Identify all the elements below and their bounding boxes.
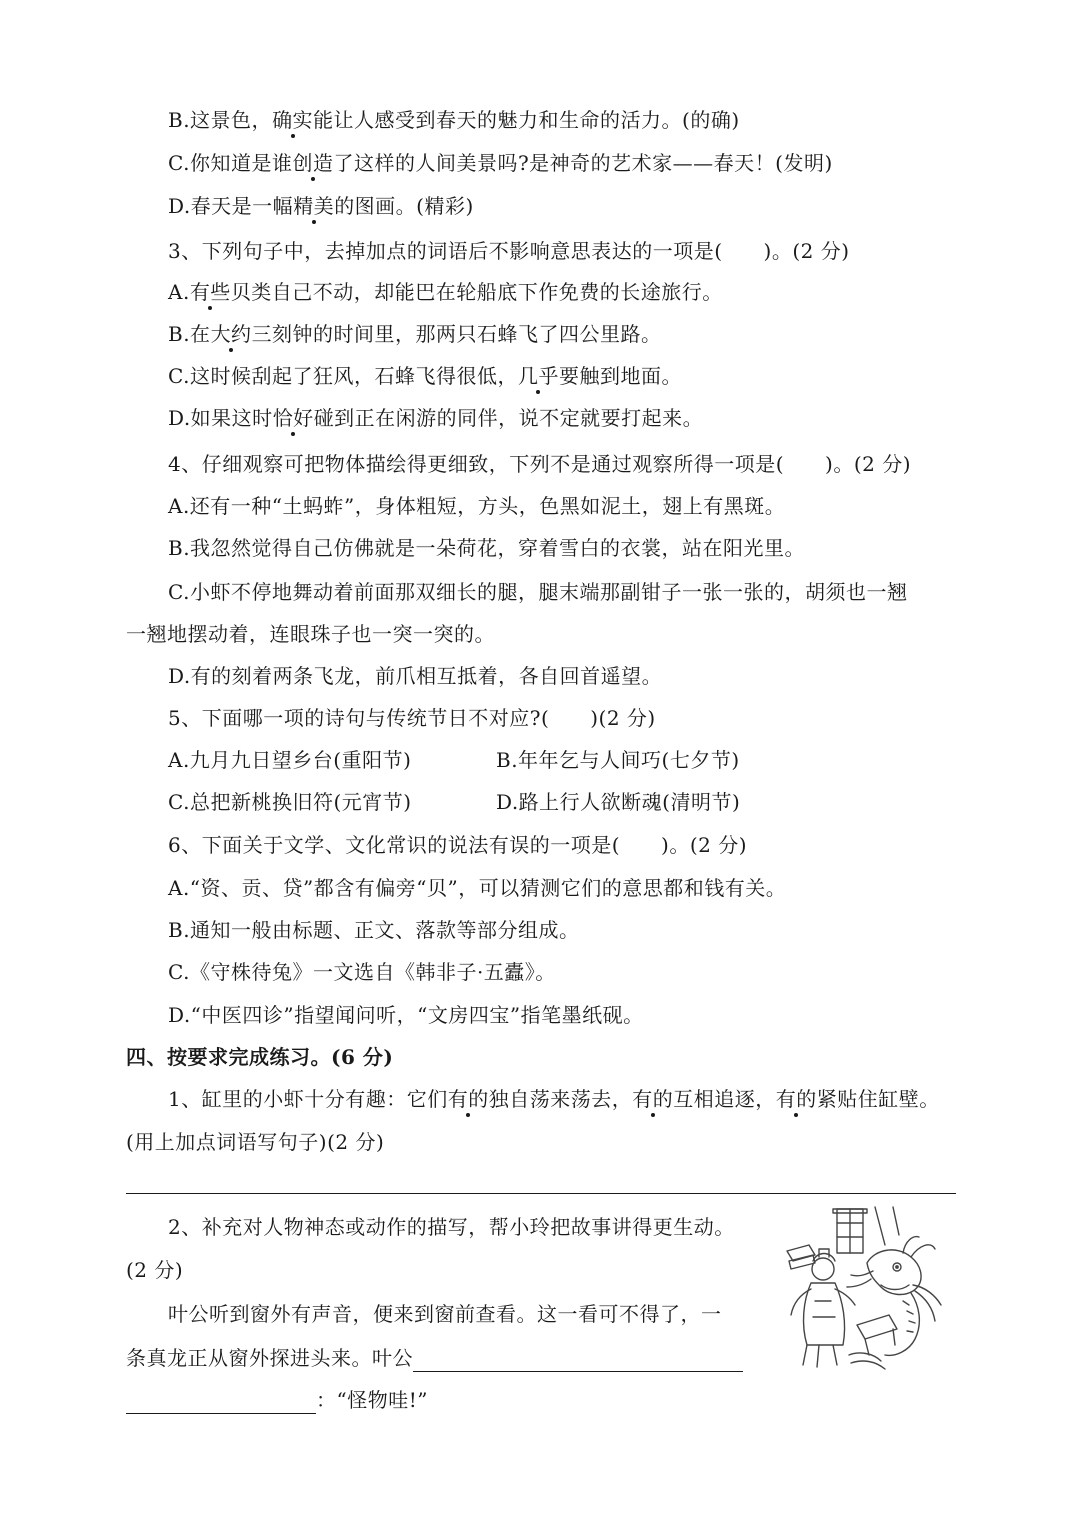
q4-option-b: B.我忽然觉得自己仿佛就是一朵荷花，穿着雪白的衣裳，站在阳光里。: [168, 536, 806, 560]
answer-blank[interactable]: [126, 1391, 316, 1414]
s4-q2-line2: (2 分): [126, 1258, 184, 1282]
s4-q1-line1: 1、缸里的小虾十分有趣：它们有的独自荡来荡去，有的互相追逐，有的紧贴住缸壁。: [168, 1087, 940, 1111]
answer-blank[interactable]: [413, 1349, 743, 1372]
emphasized-word: 有的: [775, 1087, 817, 1111]
q6-option-b: B.通知一般由标题、正文、落款等部分组成。: [168, 918, 580, 942]
s4-q1-line2: (用上加点词语写句子)(2 分): [126, 1130, 385, 1154]
q5-stem: 5、下面哪一项的诗句与传统节日不对应?( )(2 分): [168, 706, 656, 730]
q5-option-a: A.九月九日望乡台(重阳节): [168, 748, 412, 772]
q4-option-d: D.有的刻着两条飞龙，前爪相互抵着，各自回首遥望。: [168, 664, 663, 688]
q5-option-d: D.路上行人欲断魂(清明节): [496, 790, 741, 814]
answer-line[interactable]: [126, 1193, 956, 1194]
q3-option-a: A.有些贝类自己不动，却能巴在轮船底下作免费的长途旅行。: [168, 280, 723, 304]
emphasized-word: 有的: [447, 1087, 489, 1111]
emphasized-word: 有些: [189, 280, 231, 304]
s4-q2-line1: 2、补充对人物神态或动作的描写，帮小玲把故事讲得更生动。: [168, 1215, 735, 1239]
s4-q2-story-line1: 叶公听到窗外有声音，便来到窗前查看。这一看可不得了，一: [168, 1302, 722, 1326]
s4-q2-story-line2: 条真龙正从窗外探进头来。叶公: [126, 1344, 743, 1372]
q3-option-c: C.这时候刮起了狂风，石蜂飞得很低，几乎要触到地面。: [168, 364, 682, 388]
q6-option-d: D.“中医四诊”指望闻问听，“文房四宝”指笔墨纸砚。: [168, 1003, 644, 1027]
q2-option-c: C.你知道是谁创造了这样的人间美景吗?是神奇的艺术家——春天！(发明): [168, 151, 833, 175]
q4-option-a: A.还有一种“土蚂蚱”，身体粗短，方头，色黑如泥土，翅上有黑斑。: [168, 494, 786, 518]
q3-option-d: D.如果这时恰好碰到正在闲游的同伴，说不定就要打起来。: [168, 406, 704, 430]
q4-option-c-line1: C.小虾不停地舞动着前面那双细长的腿，腿末端那副钳子一张一张的，胡须也一翘: [168, 580, 908, 604]
q2-option-b: B.这景色，确实能让人感受到春天的魅力和生命的活力。(的确): [168, 108, 740, 132]
q6-option-a: A.“资、贡、贷”都含有偏旁“贝”，可以猜测它们的意思都和钱有关。: [168, 876, 787, 900]
emphasized-word: 有的: [632, 1087, 674, 1111]
q3-option-b: B.在大约三刻钟的时间里，那两只石蜂飞了四公里路。: [168, 322, 662, 346]
illustration-ye-gong-dragon: [785, 1205, 950, 1375]
emphasized-word: 创造: [292, 151, 334, 175]
section-heading: 四、按要求完成练习。(6 分): [126, 1045, 394, 1069]
q4-option-c-line2: 一翘地摆动着，连眼珠子也一突一突的。: [126, 622, 495, 646]
q2-option-d: D.春天是一幅精美的图画。(精彩): [168, 194, 474, 218]
q5-option-c: C.总把新桃换旧符(元宵节): [168, 790, 412, 814]
emphasized-word: 恰好: [272, 406, 314, 430]
s4-q2-story-line3: ：“怪物哇!”: [126, 1386, 428, 1414]
emphasized-word: 大约: [210, 322, 252, 346]
q5-option-b: B.年年乞与人间巧(七夕节): [496, 748, 740, 772]
q3-stem: 3、下列句子中，去掉加点的词语后不影响意思表达的一项是( )。(2 分): [168, 239, 850, 263]
emphasized-word: 精美: [293, 194, 335, 218]
q4-stem: 4、仔细观察可把物体描绘得更细致，下列不是通过观察所得一项是( )。(2 分): [168, 452, 912, 476]
emphasized-word: 确实: [272, 108, 314, 132]
q6-option-c: C.《守株待兔》一文选自《韩非子·五蠹》。: [168, 960, 556, 984]
emphasized-word: 几乎: [517, 364, 559, 388]
q6-stem: 6、下面关于文学、文化常识的说法有误的一项是( )。(2 分): [168, 833, 748, 857]
